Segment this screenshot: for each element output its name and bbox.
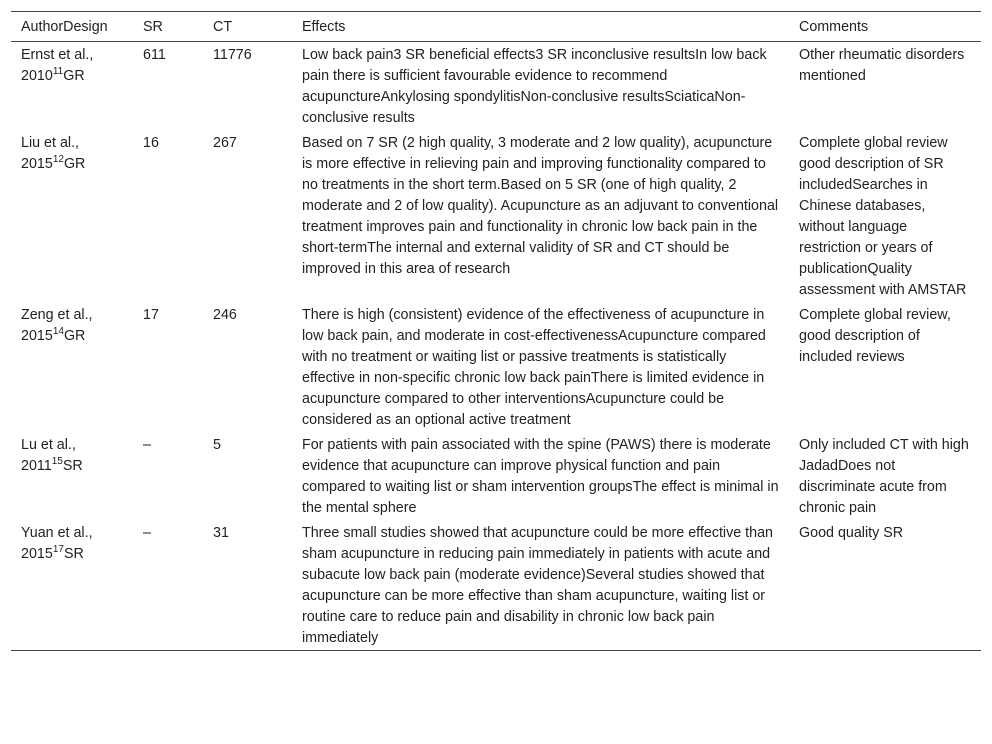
cell-sr: 17 xyxy=(143,307,159,323)
cell-effects: Based on 7 SR (2 high quality, 3 moderate and 2 low quality), acupuncture is more effective in relieving pain and improving functionality compared to no treatments in the short term.Based on 5 SR (one of high quality, 2 moderate and 2 of low quality). Acupuncture as an adjuvant to conventional treatment improves pain and functionality in chronic low back pain in the short-termThe internal and external validity of SR and CT should be improved in this area of research xyxy=(302,135,779,277)
reference-number: 11 xyxy=(52,66,64,78)
header-comments: Comments xyxy=(799,19,869,35)
header-authordesign: AuthorDesign xyxy=(21,19,108,35)
author-name: Yuan et al., 2015 xyxy=(21,525,93,562)
table-row xyxy=(11,520,981,651)
header-row xyxy=(11,12,981,42)
author-name: Lu et al., 2011 xyxy=(21,437,76,474)
design-type: GR xyxy=(63,68,85,84)
header-sr: SR xyxy=(143,19,163,35)
cell-sr: 611 xyxy=(143,47,166,63)
cell-sr: – xyxy=(143,525,151,541)
author-name: Liu et al., 2015 xyxy=(21,135,80,172)
cell-author xyxy=(11,130,133,302)
design-type: SR xyxy=(62,458,83,474)
cell-ct: 5 xyxy=(213,437,221,453)
reference-number: 14 xyxy=(52,326,64,338)
cell-comments: Complete global review, good description of included reviews xyxy=(799,307,951,365)
table-row xyxy=(11,302,981,432)
cell-ct: 11776 xyxy=(213,47,252,63)
cell-comments: Good quality SR xyxy=(799,525,904,541)
author-name: Zeng et al., 2015 xyxy=(21,307,93,344)
cell-sr: – xyxy=(143,437,151,453)
design-type: SR xyxy=(63,546,84,562)
author-name: Ernst et al., 2010 xyxy=(21,47,94,84)
cell-comments: Other rheumatic disorders mentioned xyxy=(799,47,965,84)
cell-effects: Low back pain3 SR beneficial effects3 SR inconclusive resultsIn low back pain there is sufficient favourable evidence to recommend acupunctureAnkylosing spondylitisNon-conclusive resultsSciaticaNon-conclusive results xyxy=(302,47,767,126)
cell-comments: Only included CT with high JadadDoes not discriminate acute from chronic pain xyxy=(799,437,969,516)
table-row xyxy=(11,130,981,302)
reference-number: 12 xyxy=(52,154,64,166)
table-row xyxy=(11,432,981,520)
table-header xyxy=(11,12,981,42)
cell-author xyxy=(11,302,133,432)
cell-sr: 16 xyxy=(143,135,159,151)
cell-author xyxy=(11,432,133,520)
cell-ct: 246 xyxy=(213,307,237,323)
header-ct: CT xyxy=(213,19,233,35)
acupuncture-reviews-table xyxy=(11,11,981,651)
cell-effects: Three small studies showed that acupuncture could be more effective than sham acupuncture in reducing pain immediately in patients with acute and subacute low back pain (moderate evidence)Several studies showed that acupuncture can be more effective than sham acupuncture, waiting list or routine care to reduce pain and disability in chronic low back pain immediately xyxy=(302,525,774,646)
reference-number: 15 xyxy=(51,456,63,468)
table-row xyxy=(11,42,981,131)
reference-number: 17 xyxy=(52,544,64,556)
header-effects: Effects xyxy=(302,19,346,35)
cell-comments: Complete global review good description of SR includedSearches in Chinese databases, without language restriction or years of publicationQuality assessment with AMSTAR xyxy=(799,135,967,298)
cell-effects: For patients with pain associated with the spine (PAWS) there is moderate evidence that acupuncture can improve physical function and pain compared to waiting list or sham intervention groupsThe effect is minimal in the mental sphere xyxy=(302,437,779,516)
cell-author xyxy=(11,42,133,131)
design-type: GR xyxy=(63,156,86,172)
cell-ct: 31 xyxy=(213,525,229,541)
design-type: GR xyxy=(63,328,86,344)
table-body xyxy=(11,42,981,651)
cell-effects: There is high (consistent) evidence of the effectiveness of acupuncture in low back pain, and moderate in cost-effectivenessAcupuncture compared with no treatment or waiting list or passive treatments is statistically effective in non-specific chronic low back painThere is limited evidence in acupuncture compared to other interventionsAcupuncture could be considered as an optional active treatment xyxy=(302,307,766,428)
table-container xyxy=(11,11,981,651)
cell-ct: 267 xyxy=(213,135,237,151)
cell-author xyxy=(11,520,133,651)
